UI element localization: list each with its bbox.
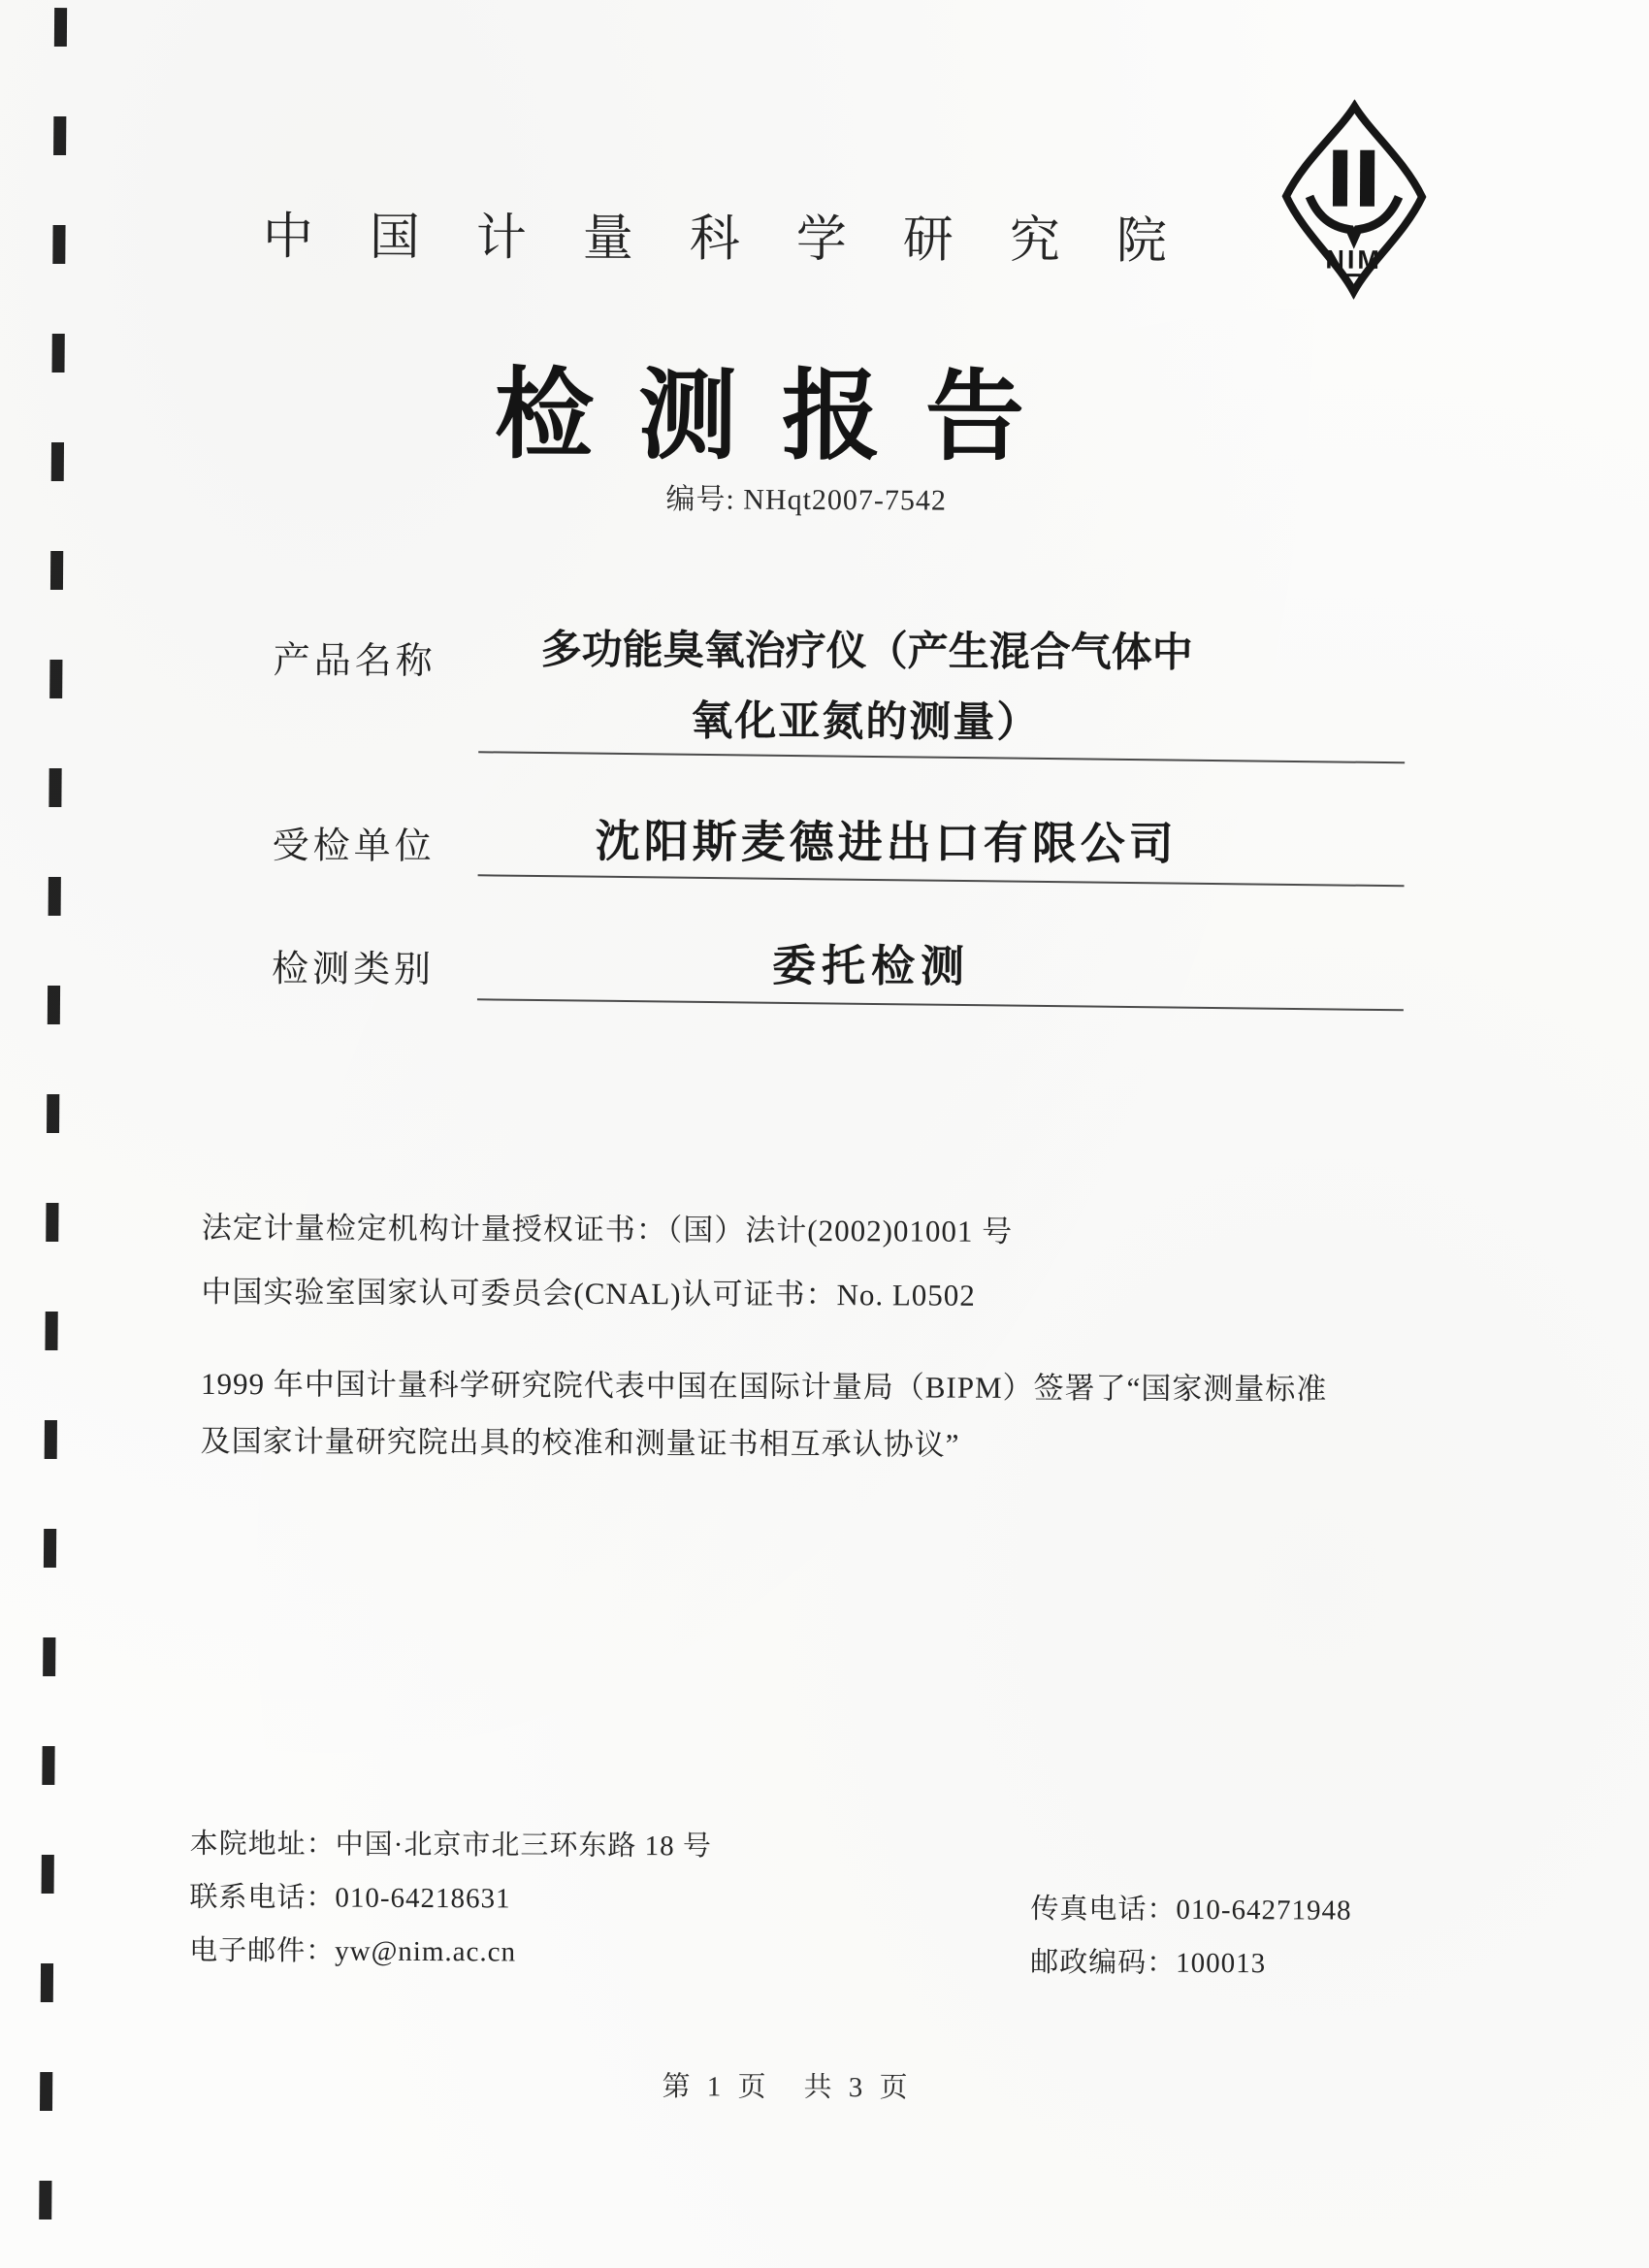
- fax-value: 010-64271948: [1176, 1894, 1352, 1927]
- phone-line: [189, 1875, 510, 1917]
- category-label: 检测类别: [272, 949, 436, 991]
- report-title: 检测报告: [494, 361, 1070, 474]
- address-line: [190, 1822, 712, 1864]
- postcode-value: 100013: [1176, 1947, 1267, 1980]
- address-label: 本院地址：: [189, 1828, 336, 1861]
- report-number: 编号: NHqt2007-7542: [665, 483, 948, 517]
- postcode-label: 邮政编码：: [1030, 1947, 1177, 1979]
- postcode-line: [1030, 1940, 1266, 1981]
- category-value: 委托检测: [772, 941, 971, 991]
- phone-label: 联系电话：: [189, 1881, 336, 1914]
- fax-label: 传真电话：: [1030, 1894, 1177, 1926]
- product-name-underline: [478, 751, 1405, 763]
- phone-value: 010-64218631: [335, 1882, 511, 1915]
- nim-logo-text: NIM: [1325, 244, 1383, 275]
- accreditation-line-2: 中国实验室国家认可委员会(CNAL)认可证书：No. L0502: [201, 1274, 976, 1312]
- email-label: 电子邮件：: [189, 1934, 336, 1967]
- client-value: 沈阳斯麦德进出口有限公司: [595, 816, 1178, 869]
- accreditation-line-1: 法定计量检定机构计量授权证书：（国）法计(2002)01001 号: [201, 1210, 1014, 1248]
- nim-logo-icon: [1275, 99, 1433, 300]
- category-underline: [477, 998, 1404, 1011]
- bipm-paragraph-line-2: 及国家计量研究院出具的校准和测量证书相互承认协议”: [200, 1423, 960, 1462]
- institute-name: 中国计量科学研究院: [262, 210, 1223, 271]
- bipm-paragraph-line-1: 1999 年中国计量科学研究院代表中国在国际计量局（BIPM）签署了“国家测量标准: [200, 1366, 1328, 1407]
- client-underline: [478, 874, 1405, 887]
- client-label: 受检单位: [272, 826, 436, 868]
- email-line: [189, 1928, 516, 1970]
- product-name-value-line2: 氧化亚氮的测量）: [691, 698, 1041, 747]
- page-indicator: 第 1 页 共 3 页: [662, 2071, 913, 2104]
- address-value: 中国·北京市北三环东路 18 号: [335, 1829, 712, 1863]
- email-value: yw@nim.ac.cn: [335, 1935, 517, 1968]
- product-name-value-line1: 多功能臭氧治疗仪（产生混合气体中: [540, 628, 1193, 676]
- fax-line: [1030, 1887, 1351, 1928]
- product-name-label: 产品名称: [273, 640, 436, 683]
